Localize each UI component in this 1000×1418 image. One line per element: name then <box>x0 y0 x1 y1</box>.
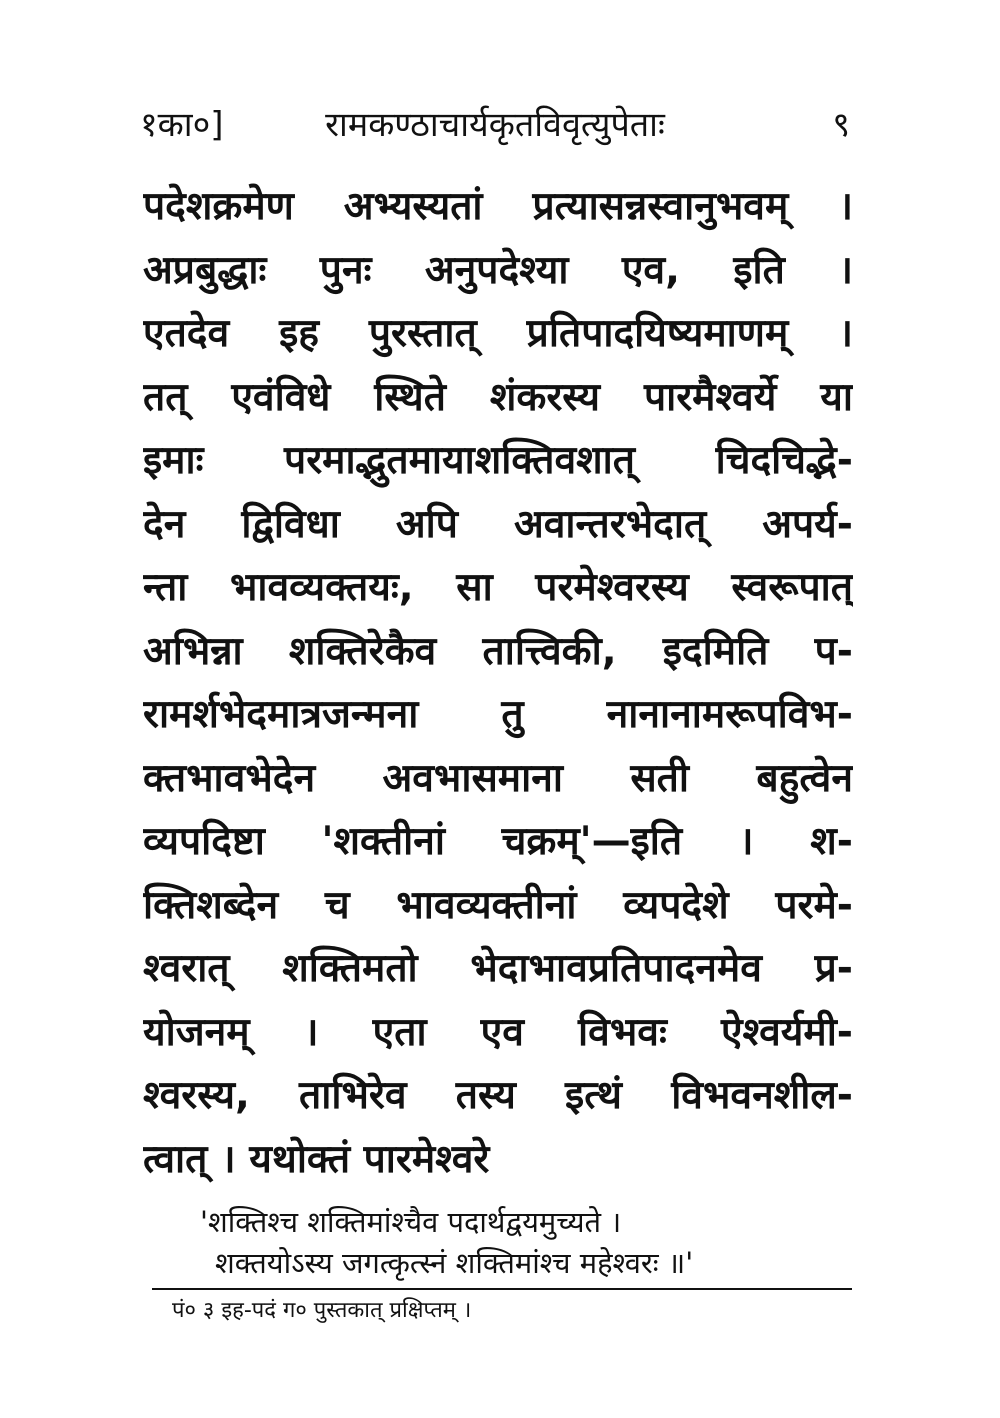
text-line: देन द्विविधा अपि अवान्तरभेदात् अपर्य- <box>143 501 853 547</box>
text-line: क्तिशब्देन च भावव्यक्तीनां व्यपदेशे परमे- <box>143 882 853 928</box>
text-line: व्यपदिष्टा 'शक्तीनां चक्रम्'—इति । श- <box>143 819 853 864</box>
verse-line-2: शक्तयोऽस्य जगत्कृत्स्नं शक्तिमांश्च महेश्वरः ॥' <box>215 1246 694 1280</box>
text-line: पदेशक्रमेण अभ्यस्यतां प्रत्यासन्नस्वानुभवम् । <box>143 184 853 229</box>
page-header <box>140 100 850 150</box>
text-line: एतदेव इह पुरस्तात् प्रतिपादयिष्यमाणम् । <box>143 311 853 356</box>
text-line: अप्रबुद्धाः पुनः अनुपदेश्या एव, इति । <box>143 247 853 293</box>
text-line: अभिन्ना शक्तिरेकैव तात्त्विकी, इदमिति प- <box>143 628 853 674</box>
page-number: ९ <box>832 105 850 145</box>
commentary-text <box>143 175 853 1191</box>
footnote-divider <box>152 1288 852 1290</box>
text-line: योजनम् । एता एव विभवः ऐश्वर्यमी- <box>143 1009 853 1055</box>
text-line: श्वरस्य, ताभिरेव तस्य इत्थं विभवनशील- <box>143 1073 853 1118</box>
text-line: क्तभावभेदेन अवभासमाना सती बहुत्वेन <box>143 755 853 801</box>
running-title: रामकण्ठाचार्यकृतविवृत्युपेताः <box>325 105 665 145</box>
footnote: पं० ३ इह-पदं ग० पुस्तकात् प्रक्षिप्तम् । <box>172 1298 472 1323</box>
text-line: इमाः परमाद्भुतमायाशक्तिवशात् चिदचिद्भे- <box>143 438 853 483</box>
text-line: रामर्शभेदमात्रजन्मना तु नानानामरूपविभ- <box>143 692 853 737</box>
text-line: त्वात् । यथोक्तं पारमेश्वरे <box>143 1136 490 1182</box>
text-line: न्ता भावव्यक्तयः, सा परमेश्वरस्य स्वरूपात् <box>143 565 853 610</box>
chapter-marker: १का०] <box>140 105 224 145</box>
text-line: श्वरात् शक्तिमतो भेदाभावप्रतिपादनमेव प्र- <box>143 946 853 991</box>
text-line: तत् एवंविधे स्थिते शंकरस्य पारमैश्वर्ये या <box>143 374 853 420</box>
verse-line-1: 'शक्तिश्च शक्तिमांश्चैव पदार्थद्वयमुच्यते । <box>200 1205 622 1239</box>
